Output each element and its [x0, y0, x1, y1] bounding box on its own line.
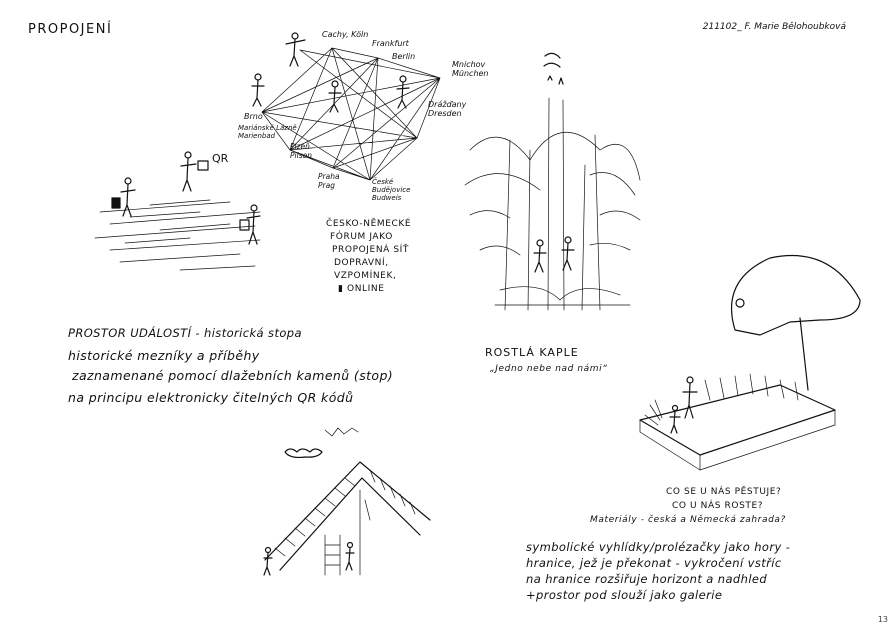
network-caption-line: VZPOMÍNEK,	[334, 271, 397, 281]
city-label: Frankfurt	[372, 39, 409, 48]
city-label: Mnichov München	[452, 60, 489, 78]
network-caption-line: PROPOJENÁ SÍŤ	[332, 245, 410, 255]
network-caption-line: ČESKO-NĚMECKÉ	[326, 219, 412, 229]
city-label: Cachy, Köln	[322, 30, 369, 39]
page-title: PROPOJENÍ	[28, 22, 113, 37]
chapel-subtitle: „Jedno nebe nad námi“	[490, 364, 608, 374]
garden-question: CO U NÁS ROSTE?	[672, 501, 764, 511]
network-caption-line: FÓRUM JAKO	[330, 232, 393, 242]
garden-question: CO SE U NÁS PĚSTUJE?	[666, 487, 782, 497]
symbolic-line: na hranice rozšiřuje horizont a nadhled	[526, 572, 768, 586]
network-caption-line: ▮ ONLINE	[338, 284, 385, 294]
city-label: Drážďany Dresden	[428, 100, 467, 118]
symbolic-line: hranice, jež je překonat - vykročení vstříc	[526, 556, 782, 570]
symbolic-line: +prostor pod slouží jako galerie	[526, 588, 723, 602]
prostor-line: historické mezníky a příběhy	[68, 348, 260, 363]
qr-label: QR	[212, 152, 229, 165]
climbing-structure-sketch	[264, 428, 430, 575]
city-label: České Budějovice Budweis	[372, 178, 411, 202]
symbolic-line: symbolické vyhlídky/prolézačky jako hory -	[526, 540, 791, 554]
page-number: 13	[877, 615, 888, 624]
prostor-line: zaznamenané pomocí dlažebních kamenů (stop)	[72, 368, 394, 383]
author-label: 211102_ F. Marie Bělohoubková	[702, 22, 846, 32]
city-label: Plzeň Pilsen	[290, 142, 312, 160]
network-caption-line: DOPRAVNÍ,	[334, 258, 389, 268]
prostor-line: na principu elektronicky čitelných QR kódů	[68, 390, 354, 405]
prostor-line: PROSTOR UDÁLOSTÍ - historická stopa	[68, 326, 302, 340]
city-label: Mariánské Lázně Marienbad	[238, 124, 297, 140]
city-label: Brno	[244, 112, 263, 121]
chapel-title: ROSTLÁ KAPLE	[485, 346, 579, 359]
city-label: Praha Prag	[318, 172, 340, 190]
garden-sketch	[640, 256, 860, 470]
garden-note: Materiály - česká a Německá zahrada?	[590, 515, 786, 525]
chapel-trees-sketch	[465, 53, 640, 310]
qr-paving-sketch	[95, 152, 260, 270]
city-label: Berlin	[392, 52, 416, 61]
